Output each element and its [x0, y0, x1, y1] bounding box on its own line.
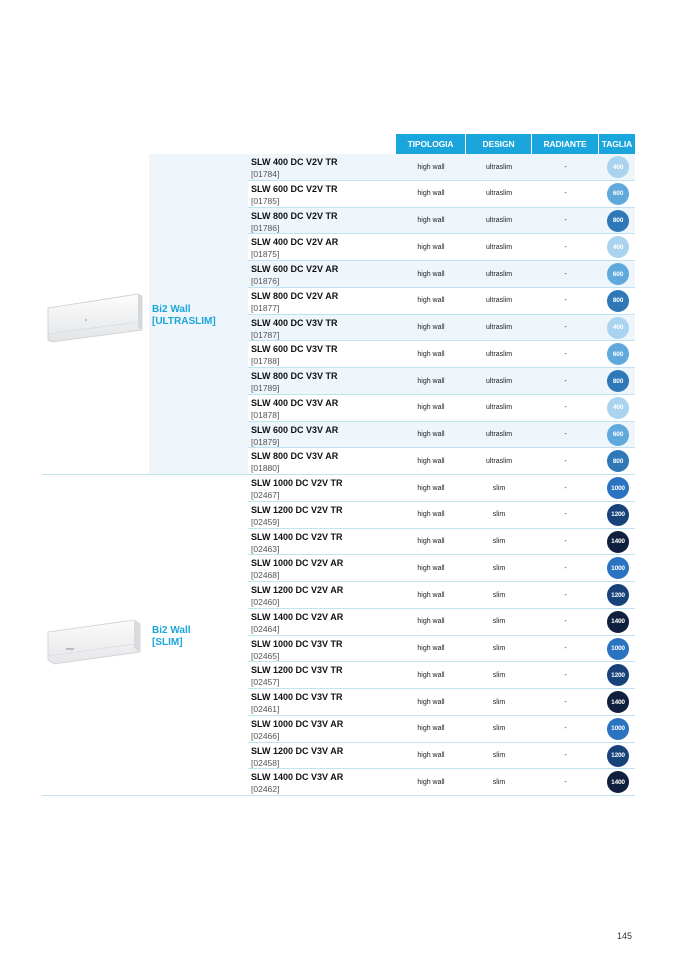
design-cell: ultraslim — [485, 377, 513, 385]
group-title-slim — [152, 625, 191, 649]
product-code: [01876] — [251, 276, 280, 286]
design-cell: ultraslim — [485, 163, 513, 171]
product-code: [01787] — [251, 329, 280, 340]
tipologia-cell: high wall — [417, 752, 445, 759]
page-number: 145 — [617, 931, 633, 941]
design-cell: ultraslim — [485, 297, 513, 305]
radiante-cell: - — [564, 511, 567, 519]
design-cell: ultraslim — [485, 404, 513, 412]
design-cell: ultraslim — [485, 324, 513, 331]
product-code: [02464] — [251, 623, 280, 634]
tipologia-cell: high wall — [417, 377, 445, 385]
model-name: SLW 600 DC V2V TR — [251, 183, 338, 194]
radiante-cell: - — [564, 538, 567, 545]
table-row — [248, 743, 635, 770]
column-header-taglia: TAGLIA — [599, 134, 635, 154]
ultraslim-air-conditioner-image — [46, 290, 144, 344]
model-name: SLW 600 DC V3V AR — [251, 424, 339, 435]
tipologia-cell: high wall — [417, 350, 445, 358]
table-row — [248, 529, 635, 556]
table-row — [248, 208, 635, 235]
model-name: SLW 600 DC V2V AR — [251, 264, 339, 274]
column-header-tipologia: TIPOLOGIA — [396, 134, 466, 154]
table-row — [248, 769, 635, 796]
tipologia-cell: high wall — [417, 484, 445, 492]
tipologia-cell: high wall — [417, 243, 445, 251]
product-code: [02461] — [251, 704, 280, 714]
tipologia-cell: high wall — [417, 591, 445, 599]
design-cell: ultraslim — [485, 350, 513, 358]
radiante-cell: - — [564, 778, 567, 786]
tipologia-cell: high wall — [417, 270, 445, 278]
radiante-cell: - — [564, 564, 567, 572]
model-name: SLW 400 DC V3V AR — [251, 397, 339, 408]
column-header-design: DESIGN — [466, 134, 532, 154]
design-cell: ultraslim — [485, 217, 513, 224]
table-row — [248, 422, 635, 449]
model-name: SLW 800 DC V3V TR — [251, 371, 338, 381]
tipologia-cell: high wall — [417, 431, 445, 438]
taglia-badge: 1000 — [607, 718, 629, 740]
taglia-badge: 1400 — [607, 691, 629, 713]
taglia-badge: 1200 — [607, 584, 629, 606]
product-code: [01879] — [251, 436, 280, 447]
design-cell: ultraslim — [485, 270, 513, 278]
taglia-badge: 600 — [607, 343, 629, 365]
table-row — [248, 261, 635, 288]
tipologia-cell: high wall — [417, 618, 445, 626]
product-code: [01877] — [251, 302, 280, 313]
table-row — [248, 368, 635, 395]
model-name: SLW 400 DC V3V TR — [251, 317, 338, 328]
design-cell: ultraslim — [485, 457, 513, 465]
group-title-ultraslim — [152, 304, 216, 328]
table-row — [248, 609, 635, 636]
table-row — [248, 716, 635, 743]
design-cell: ultraslim — [485, 243, 513, 251]
table-row — [248, 662, 635, 689]
design-cell: ultraslim — [485, 431, 513, 438]
table-row — [248, 315, 635, 342]
tipologia-cell: high wall — [417, 671, 445, 679]
radiante-cell: - — [564, 457, 567, 465]
tipologia-cell: high wall — [417, 404, 445, 412]
model-name: SLW 1000 DC V3V AR — [251, 718, 344, 729]
tipologia-cell: high wall — [417, 163, 445, 171]
taglia-badge: 600 — [607, 263, 629, 285]
taglia-badge: 1000 — [607, 477, 629, 499]
taglia-badge: 1000 — [607, 638, 629, 660]
table-row — [248, 154, 635, 181]
product-code: [01784] — [251, 169, 280, 179]
product-code: [02466] — [251, 730, 280, 741]
model-name: SLW 1000 DC V2V TR — [251, 478, 343, 488]
group-title-slim-line2: [SLIM] — [152, 637, 183, 648]
product-code: [01788] — [251, 356, 280, 367]
tipologia-cell: high wall — [417, 645, 445, 652]
taglia-badge: 400 — [607, 236, 629, 258]
radiante-cell: - — [564, 377, 567, 385]
table-row — [248, 234, 635, 261]
radiante-cell: - — [564, 190, 567, 198]
product-code: [02458] — [251, 757, 280, 768]
model-name: SLW 600 DC V3V TR — [251, 344, 338, 355]
tipologia-cell: high wall — [417, 457, 445, 465]
model-name: SLW 1000 DC V3V TR — [251, 638, 343, 649]
radiante-cell: - — [564, 324, 567, 331]
group-title-ultraslim-line1: Bi2 Wall — [152, 304, 191, 315]
product-code: [01875] — [251, 249, 280, 260]
table-row — [248, 395, 635, 422]
design-cell: slim — [492, 671, 506, 679]
taglia-badge: 800 — [607, 370, 629, 392]
tipologia-cell: high wall — [417, 725, 445, 733]
design-cell: slim — [492, 564, 506, 572]
model-name: SLW 800 DC V2V AR — [251, 290, 339, 301]
product-code: [01789] — [251, 383, 280, 393]
model-name: SLW 1400 DC V2V TR — [251, 531, 343, 542]
design-cell: ultraslim — [485, 190, 513, 198]
product-code: [01878] — [251, 409, 280, 420]
radiante-cell: - — [564, 484, 567, 492]
radiante-cell: - — [564, 698, 567, 706]
slim-air-conditioner-image — [46, 618, 144, 666]
design-cell: slim — [492, 778, 506, 786]
tipologia-cell: high wall — [417, 190, 445, 198]
taglia-badge: 1200 — [607, 745, 629, 767]
design-cell: slim — [492, 511, 506, 519]
product-code: [01786] — [251, 222, 280, 233]
radiante-cell: - — [564, 671, 567, 679]
product-code: [02457] — [251, 677, 280, 688]
model-name: SLW 1200 DC V3V TR — [251, 665, 343, 676]
radiante-cell: - — [564, 725, 567, 733]
radiante-cell: - — [564, 618, 567, 626]
tipologia-cell: high wall — [417, 217, 445, 224]
radiante-cell: - — [564, 297, 567, 305]
tipologia-cell: high wall — [417, 564, 445, 572]
taglia-badge: 600 — [607, 183, 629, 205]
table-row — [248, 475, 635, 502]
product-code: [02465] — [251, 650, 280, 661]
taglia-badge: 800 — [607, 450, 629, 472]
model-name: SLW 1200 DC V2V TR — [251, 504, 343, 515]
model-name: SLW 400 DC V2V AR — [251, 237, 339, 248]
radiante-cell: - — [564, 350, 567, 358]
table-row — [248, 502, 635, 529]
taglia-badge: 1000 — [607, 557, 629, 579]
group-title-ultraslim-line2: [ULTRASLIM] — [152, 316, 216, 327]
model-name: SLW 1400 DC V3V AR — [251, 772, 344, 783]
taglia-badge: 400 — [607, 317, 629, 339]
product-code: [02463] — [251, 543, 280, 554]
design-cell: slim — [492, 591, 506, 599]
model-name: SLW 1400 DC V2V AR — [251, 611, 344, 622]
taglia-badge: 1200 — [607, 504, 629, 526]
tipologia-cell: high wall — [417, 698, 445, 706]
table-row — [248, 288, 635, 315]
design-cell: slim — [492, 752, 506, 759]
tipologia-cell: high wall — [417, 538, 445, 545]
table-row — [248, 636, 635, 663]
radiante-cell: - — [564, 270, 567, 278]
design-cell: slim — [492, 725, 506, 733]
design-cell: slim — [492, 538, 506, 545]
model-name: SLW 1200 DC V2V AR — [251, 585, 344, 595]
radiante-cell: - — [564, 243, 567, 251]
model-name: SLW 1200 DC V3V AR — [251, 745, 344, 756]
radiante-cell: - — [564, 163, 567, 171]
tipologia-cell: high wall — [417, 324, 445, 331]
product-code: [01785] — [251, 195, 280, 206]
radiante-cell: - — [564, 752, 567, 759]
taglia-badge: 400 — [607, 156, 629, 178]
group-separator — [42, 474, 248, 475]
column-header-radiante: RADIANTE — [532, 134, 599, 154]
radiante-cell: - — [564, 404, 567, 412]
taglia-badge: 1400 — [607, 531, 629, 553]
product-code: [02467] — [251, 490, 280, 500]
table-row — [248, 582, 635, 609]
model-name: SLW 800 DC V3V AR — [251, 451, 339, 462]
taglia-badge: 1400 — [607, 771, 629, 793]
table-row — [248, 181, 635, 208]
radiante-cell: - — [564, 645, 567, 652]
model-name: SLW 1400 DC V3V TR — [251, 692, 343, 702]
taglia-badge: 400 — [607, 397, 629, 419]
taglia-badge: 1200 — [607, 664, 629, 686]
model-name: SLW 800 DC V2V TR — [251, 210, 338, 221]
taglia-badge: 800 — [607, 210, 629, 232]
design-cell: slim — [492, 618, 506, 626]
tipologia-cell: high wall — [417, 778, 445, 786]
radiante-cell: - — [564, 591, 567, 599]
table-row — [248, 689, 635, 716]
design-cell: slim — [492, 698, 506, 706]
design-cell: slim — [492, 484, 506, 492]
radiante-cell: - — [564, 217, 567, 224]
table-row — [248, 341, 635, 368]
tipologia-cell: high wall — [417, 511, 445, 519]
taglia-badge: 800 — [607, 290, 629, 312]
product-code: [02460] — [251, 597, 280, 607]
model-name: SLW 400 DC V2V TR — [251, 157, 338, 167]
product-code: [01880] — [251, 463, 280, 474]
model-name: SLW 1000 DC V2V AR — [251, 558, 344, 569]
table-row — [248, 448, 635, 475]
product-code: [02468] — [251, 570, 280, 581]
taglia-badge: 1400 — [607, 611, 629, 633]
product-code: [02459] — [251, 516, 280, 527]
product-code: [02462] — [251, 784, 280, 795]
design-cell: slim — [492, 645, 506, 652]
radiante-cell: - — [564, 431, 567, 438]
table-row — [248, 555, 635, 582]
taglia-badge: 600 — [607, 424, 629, 446]
tipologia-cell: high wall — [417, 297, 445, 305]
group-title-slim-line1: Bi2 Wall — [152, 625, 191, 636]
